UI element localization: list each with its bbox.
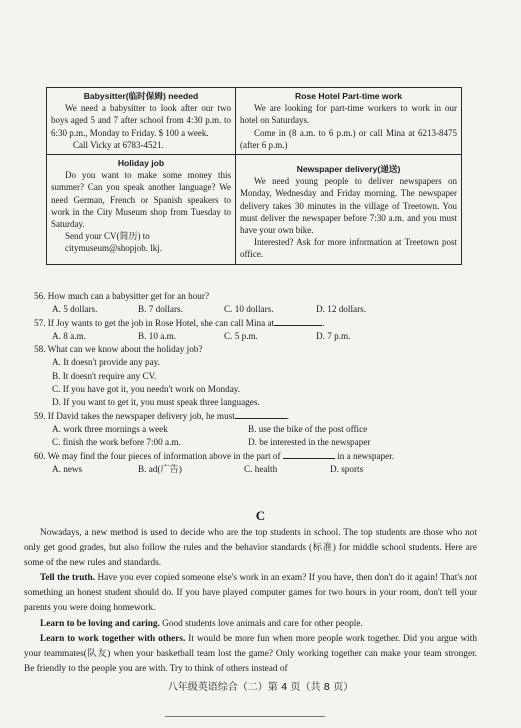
option: A. work three mornings a week xyxy=(52,423,168,434)
hotel-ad-title: Rose Hotel Part-time work xyxy=(295,91,402,101)
hotel-ad xyxy=(236,88,462,155)
question-59-end: . xyxy=(286,410,290,421)
babysitter-ad-body: We need a babysitter to look after our two boys aged 5 and 7 after school from 4:30 p.m. to 6:30 p.m., Monday to Friday. $ 100 a week. xyxy=(51,103,231,138)
question-60-end: in a newspaper. xyxy=(337,451,395,462)
passage-paragraph-2 xyxy=(24,617,477,632)
option: A. 5 dollars. xyxy=(52,304,98,315)
option: B. 7 dollars. xyxy=(138,304,183,315)
newspaper-delivery-ad xyxy=(236,155,462,265)
question-59-options-row-2 xyxy=(52,436,474,449)
newspaper-delivery-ad-title: Newspaper delivery(递送) xyxy=(296,164,401,175)
option: A. It doesn't provide any pay. xyxy=(52,357,160,368)
rule-heading: Tell the truth. xyxy=(40,573,95,584)
option: D. sports xyxy=(330,464,364,475)
rule-text: Have you ever copied someone else's work in an exam? If you have, then don't do it again! That's not something an honest student should do. If you have played computer games for two hours in your room, don't tell your parents you were doing homework. xyxy=(24,573,477,614)
question-57 xyxy=(34,316,474,330)
passage-paragraph-1 xyxy=(24,571,477,616)
question-59-options-row-1 xyxy=(52,423,474,436)
question-56-options xyxy=(52,303,474,316)
option: A. 8 a.m. xyxy=(52,331,86,342)
question-56: 56. How much can a babysitter get for an hour? xyxy=(34,291,210,301)
rule-heading: Learn to be loving and caring. xyxy=(40,618,160,629)
babysitter-ad-contact: Call Vicky at 6783-4521. xyxy=(73,139,164,150)
footer-rule xyxy=(165,716,325,717)
questions xyxy=(34,290,474,476)
option: C. finish the work before 7:00 a.m. xyxy=(52,437,181,448)
question-57-stem: 57. If Joy wants to get the job in Rose Hotel, she can call Mina at xyxy=(34,318,275,329)
passage-intro: Nowadays, a new method is used to decide who are the top students in school. The top students are those who not only get good grades, but also follow the rules and the behavior standards (标准) for middle school students. Here are some of the new rules and standards. xyxy=(24,528,477,569)
option: D. If you want to get it, you must speak three languages. xyxy=(52,396,260,407)
hotel-ad-contact: Come in (8 a.m. to 6 p.m.) or call Mina at 6213-8475 (after 6 p.m.) xyxy=(240,127,457,150)
option: B. 10 a.m. xyxy=(138,331,177,342)
passage-paragraph-3 xyxy=(24,632,477,677)
rule-text: Good students love animals and care for other people. xyxy=(159,618,363,629)
option: B. It doesn't require any CV. xyxy=(52,370,157,381)
question-59 xyxy=(34,409,474,423)
option: C. 10 dollars. xyxy=(224,304,274,315)
ads-table xyxy=(46,87,462,265)
babysitter-ad-title: Babysitter(临时保姆) needed xyxy=(83,91,199,101)
holiday-job-ad-contact-2: citymuseum@shopjob. lkj. xyxy=(65,243,163,254)
option: A. news xyxy=(52,464,83,475)
rule-text: It would be more fun when more people work together. Did you argue with your teammates(队友) when your basketball team lost the game? Only working together can make your team stronger. Be friendly to the people you are with. Try to think of others instead of xyxy=(24,633,477,674)
question-57-end: . xyxy=(322,318,325,329)
holiday-job-ad-contact-1: Send your CV(简历) to xyxy=(65,231,150,242)
question-60 xyxy=(34,449,474,463)
question-58: 58. What can we know about the holiday job? xyxy=(34,344,203,355)
babysitter-ad xyxy=(47,88,236,155)
answer-blank xyxy=(274,316,325,329)
page-footer: 八年级英语综合（二）第 4 页（共 8 页） xyxy=(167,682,354,693)
question-60-stem: 60. We may find the four pieces of information above in the part of xyxy=(34,451,281,462)
question-57-options xyxy=(52,330,474,343)
question-59-stem: 59. If David takes the newspaper delivery job, he must xyxy=(34,410,235,421)
newspaper-delivery-ad-body: We need young people to deliver newspapers on Monday, Wednesday and Friday morning. The newspaper delivery takes 30 minutes in the village of Treetown. You must deliver the newspaper before 7:30 a.m. and you must have your own bike. xyxy=(240,176,457,236)
holiday-job-ad-title: Holiday job xyxy=(117,158,165,169)
option: B. use the bike of the post office xyxy=(248,423,368,434)
option: D. 7 p.m. xyxy=(316,331,351,342)
holiday-job-ad-body: Do you want to make some money this summer? Can you speak another language? We need German, French or Spanish speakers to work in the City Museum shop from Tuesday to Saturday. xyxy=(51,170,231,230)
passage-c xyxy=(24,526,477,677)
rule-heading: Learn to work together with others. xyxy=(40,633,186,644)
question-60-options xyxy=(52,463,474,476)
option: C. health xyxy=(244,464,278,475)
holiday-job-ad xyxy=(47,155,236,265)
answer-blank xyxy=(283,449,335,459)
option: D. be interested in the newspaper xyxy=(248,437,371,448)
answer-blank xyxy=(235,409,290,421)
section-heading-c: C xyxy=(255,508,266,523)
newspaper-delivery-ad-extra: Interested? Ask for more information at Treetown post office. xyxy=(240,237,457,260)
hotel-ad-body: We are looking for part-time workers to work in our hotel on Saturdays. xyxy=(240,103,457,126)
option: D. 12 dollars. xyxy=(316,304,367,315)
option: C. 5 p.m. xyxy=(224,331,258,342)
option: B. ad(广告) xyxy=(138,464,182,475)
option: C. If you have got it, you needn't work on Monday. xyxy=(52,383,241,394)
